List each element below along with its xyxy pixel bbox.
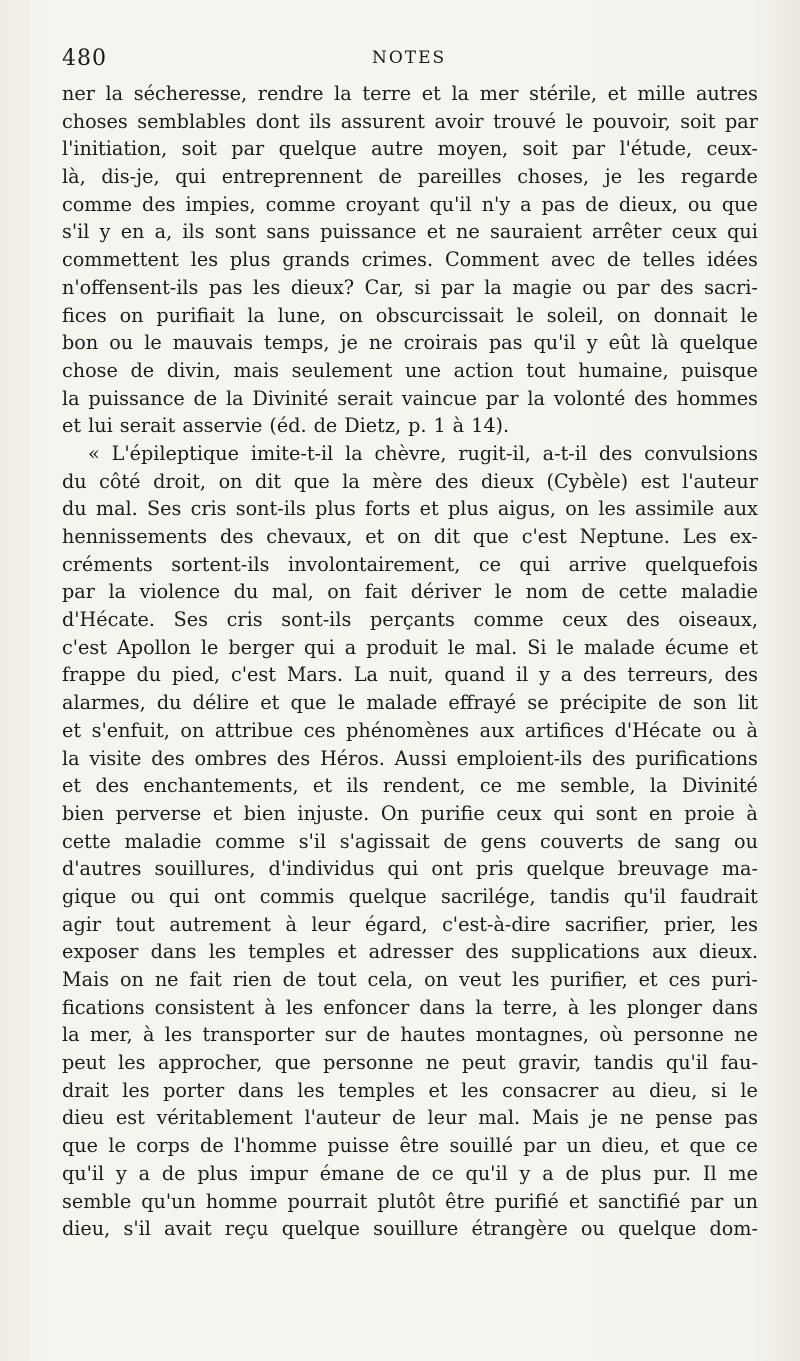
text-line: cette maladie comme s'il s'agissait de gens couverts de sang ou — [62, 829, 758, 853]
text-line: agir tout autrement à leur égard, c'est-à-dire sacrifier, prier, les — [62, 912, 758, 936]
text-line: comme des impies, comme croyant qu'il n'y a pas de dieux, ou que — [62, 192, 758, 216]
text-line: ner la sécheresse, rendre la terre et la mer stérile, et mille autres — [62, 82, 758, 105]
text-line: semble qu'un homme pourrait plutôt être purifié et sanctifié par un — [62, 1189, 758, 1213]
text-line: la puissance de la Divinité serait vaincue par la volonté des hommes — [62, 386, 758, 410]
text-line: fices on purifiait la lune, on obscurcissait le soleil, on donnait le — [62, 303, 758, 327]
text-line: et lui serait asservie (éd. de Dietz, p. 1 à 14). — [62, 414, 510, 438]
text-line: gique ou qui ont commis quelque sacrilége, tandis qu'il faudrait — [62, 884, 758, 908]
text-line: la mer, à les transporter sur de hautes montagnes, où personne ne — [62, 1023, 758, 1047]
text-line: l'initiation, soit par quelque autre moyen, soit par l'étude, ceux- — [62, 137, 758, 161]
text-line: du côté droit, on dit que la mère des dieux (Cybèle) est l'auteur — [62, 469, 758, 493]
text-line: chose de divin, mais seulement une action tout humaine, puisque — [62, 358, 758, 382]
text-line: hennissements des chevaux, et on dit que c'est Neptune. Les ex- — [62, 525, 758, 548]
text-line: peut les approcher, que personne ne peut gravir, tandis qu'il fau- — [62, 1051, 758, 1075]
text-line: bon ou le mauvais temps, je ne croirais pas qu'il y eût là quelque — [62, 331, 758, 355]
text-line: n'offensent-ils pas les dieux? Car, si par la magie ou par des sacri- — [62, 275, 758, 299]
text-line: commettent les plus grands crimes. Comment avec de telles idées — [62, 248, 758, 272]
text-line: là, dis-je, qui entreprennent de pareilles choses, je les regarde — [62, 165, 758, 189]
text-line: exposer dans les temples et adresser des supplications aux dieux. — [62, 940, 758, 964]
text-body — [62, 80, 758, 1243]
text-line: bien perverse et bien injuste. On purifie ceux qui sont en proie à — [62, 801, 758, 825]
page-header — [62, 46, 760, 76]
running-title: NOTES — [372, 48, 447, 68]
text-line: la visite des ombres des Héros. Aussi emploient-ils des purifications — [62, 746, 758, 770]
text-line: du mal. Ses cris sont-ils plus forts et plus aigus, on les assimile aux — [62, 497, 758, 521]
page-number: 480 — [62, 46, 107, 71]
text-line: et des enchantements, et ils rendent, ce me semble, la Divinité — [62, 774, 758, 798]
text-line: frappe du pied, c'est Mars. La nuit, quand il y a des terreurs, des — [62, 663, 758, 687]
text-line: alarmes, du délire et que le malade effrayé se précipite de son lit — [62, 691, 758, 715]
text-line: dieu est véritablement l'auteur de leur mal. Mais je ne pense pas — [62, 1106, 758, 1130]
text-line: d'Hécate. Ses cris sont-ils perçants comme ceux des oiseaux, — [62, 608, 758, 632]
text-line: s'il y en a, ils sont sans puissance et ne sauraient arrêter ceux qui — [62, 220, 758, 244]
text-line: drait les porter dans les temples et les consacrer au dieu, si le — [62, 1078, 758, 1102]
text-line: dieu, s'il avait reçu quelque souillure étrangère ou quelque dom- — [62, 1217, 758, 1241]
text-line: que le corps de l'homme puisse être souillé par un dieu, et que ce — [62, 1134, 758, 1158]
text-line: « L'épileptique imite-t-il la chèvre, rugit-il, a-t-il des convulsions — [88, 441, 758, 465]
text-line: fications consistent à les enfoncer dans la terre, à les plonger dans — [62, 995, 758, 1019]
text-line: par la violence du mal, on fait dériver le nom de cette maladie — [62, 580, 758, 604]
text-line: d'autres souillures, d'individus qui ont pris quelque breuvage ma- — [62, 857, 758, 881]
text-line: qu'il y a de plus impur émane de ce qu'il y a de plus pur. Il me — [62, 1161, 758, 1185]
text-line: et s'enfuit, on attribue ces phénomènes aux artifices d'Hécate ou à — [62, 718, 758, 742]
text-line: choses semblables dont ils assurent avoir trouvé le pouvoir, soit par — [62, 109, 758, 133]
text-line: Mais on ne fait rien de tout cela, on veut les purifier, et ces puri- — [62, 968, 758, 991]
text-line: créments sortent-ils involontairement, ce qui arrive quelquefois — [62, 552, 758, 576]
text-line: c'est Apollon le berger qui a produit le mal. Si le malade écume et — [62, 635, 758, 659]
